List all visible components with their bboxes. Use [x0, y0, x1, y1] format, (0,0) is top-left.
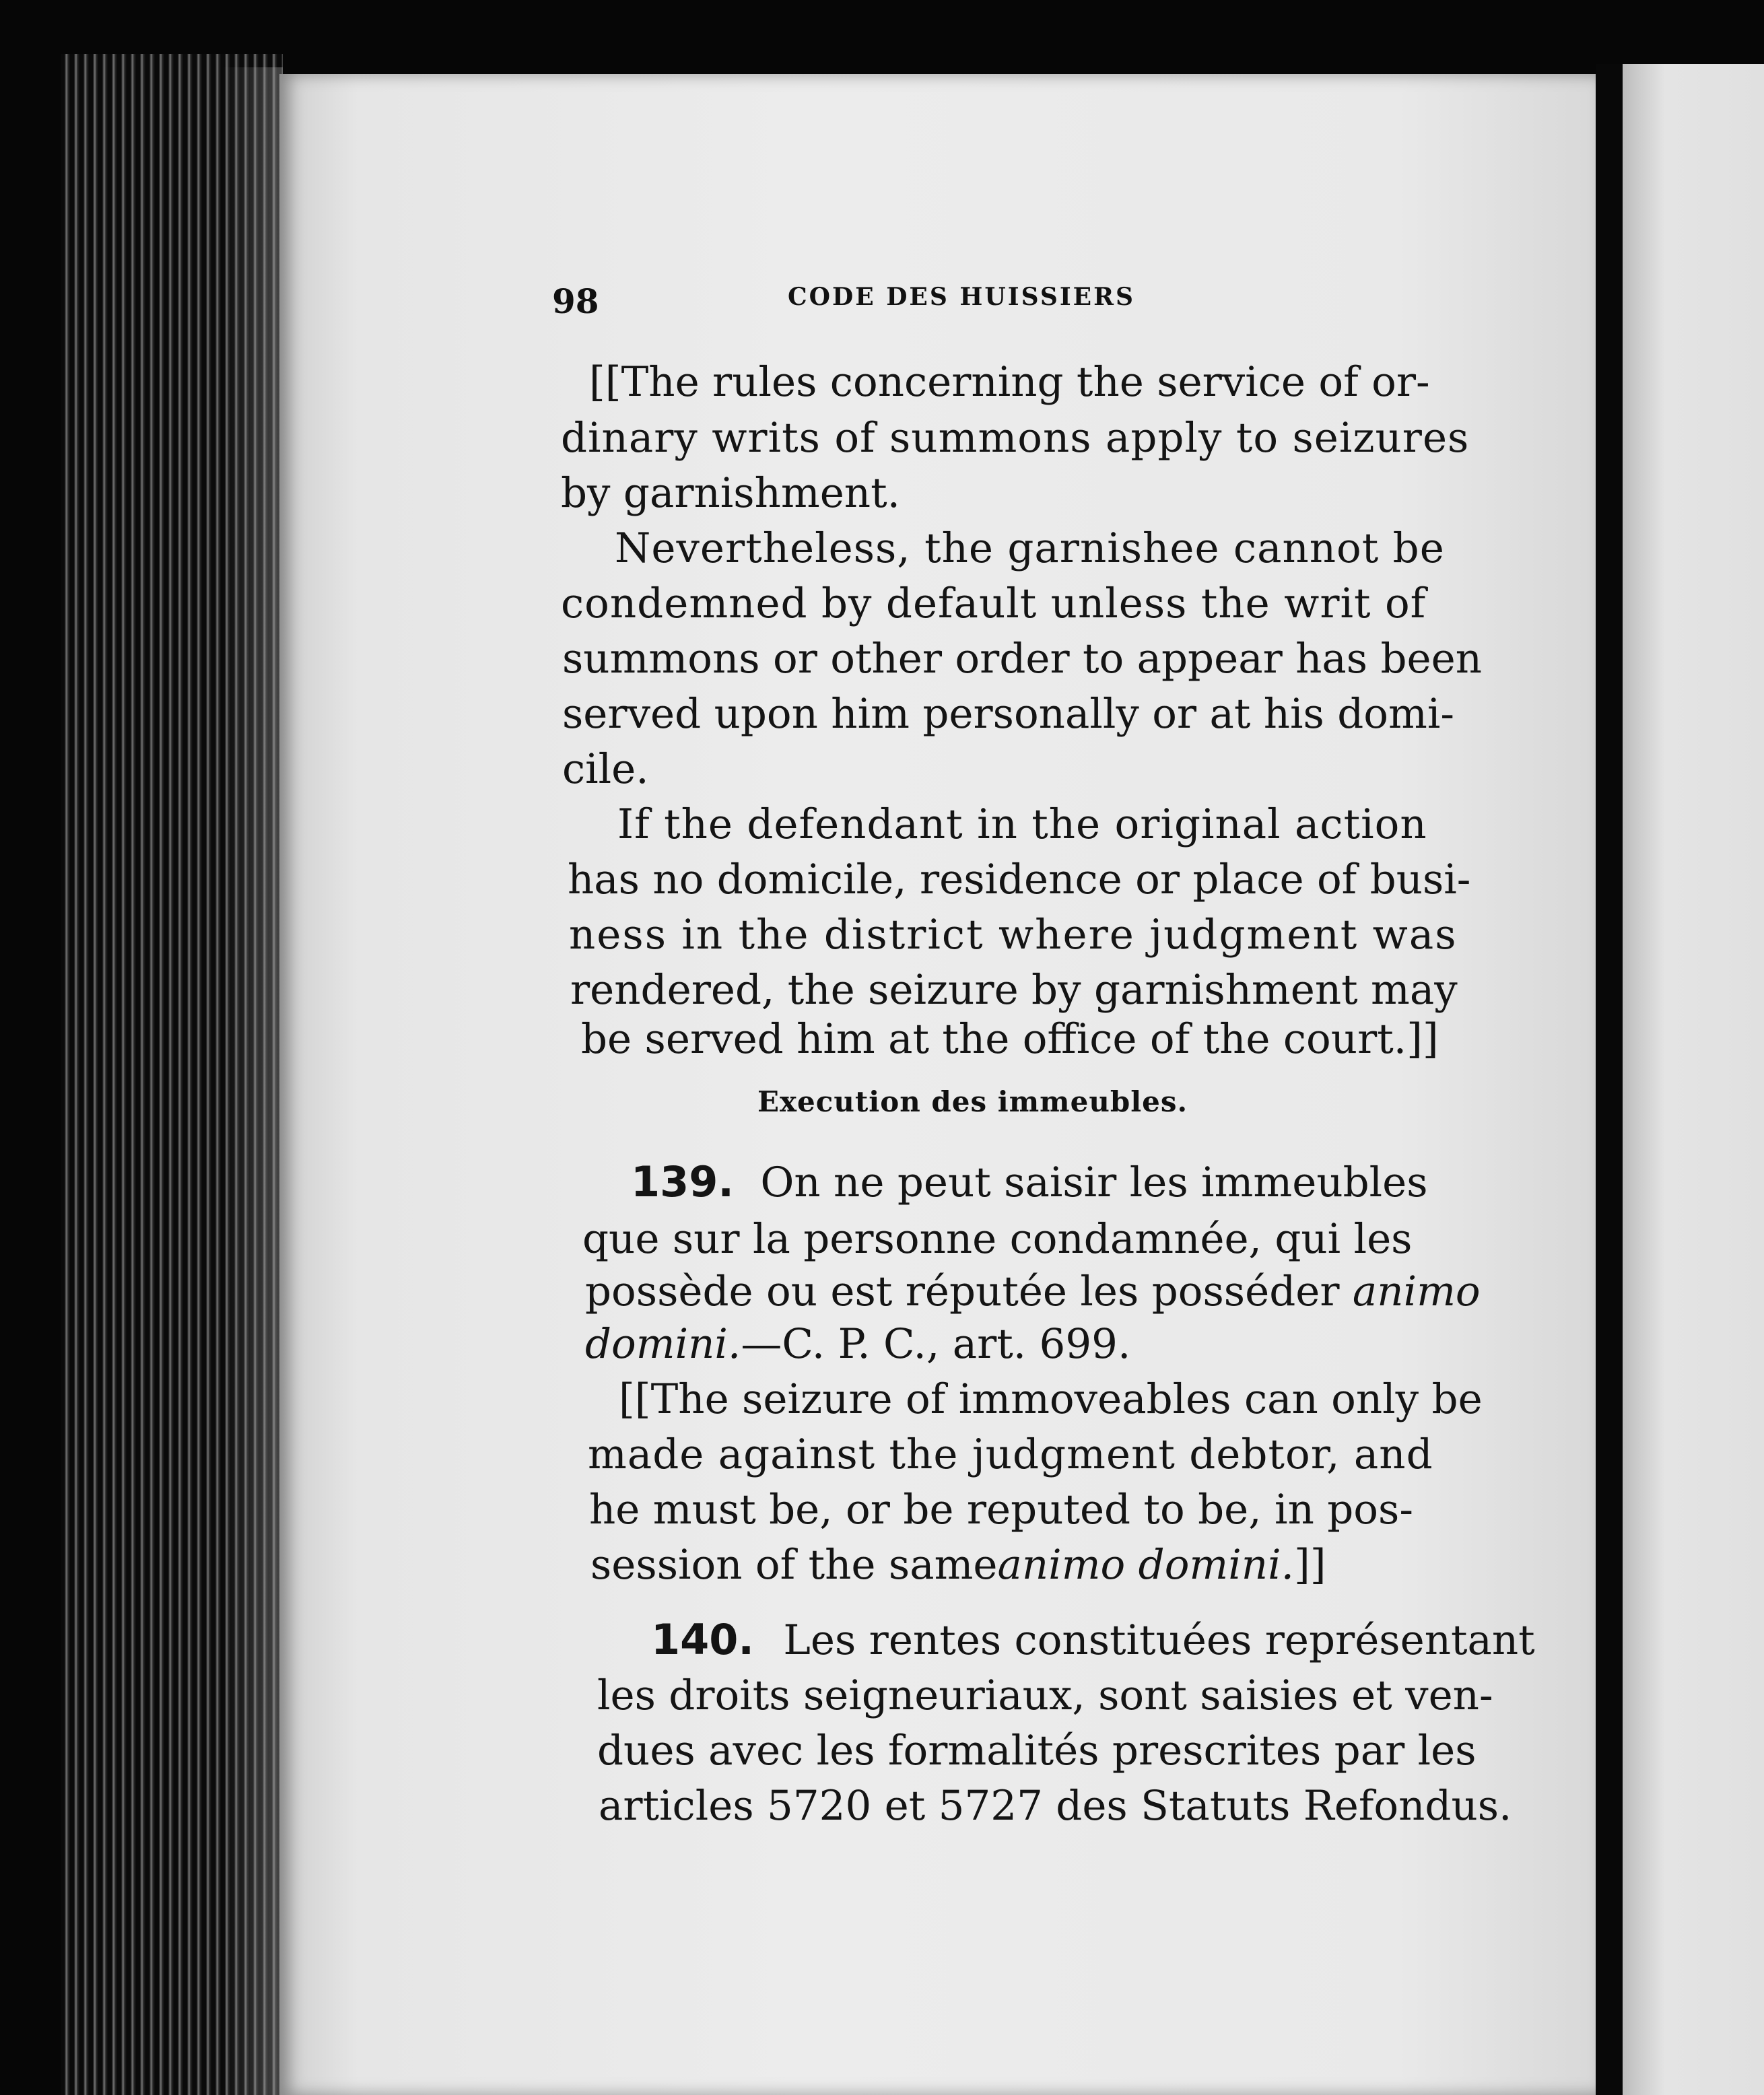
text-line: les droits seigneuriaux, sont saisies et ven- [597, 1672, 1493, 1719]
text-line: he must be, or be reputed to be, in pos- [589, 1486, 1413, 1534]
article-139-first-line [631, 1157, 1428, 1206]
text-line: articles 5720 et 5727 des Statuts Refondus. [599, 1782, 1512, 1830]
text-line: que sur la personne condamnée, qui les [582, 1215, 1413, 1263]
text-line [585, 1268, 1481, 1315]
text-line: [[The rules concerning the service of or- [589, 358, 1430, 406]
text-span: On ne peut saisir les immeubles [760, 1159, 1428, 1206]
closing-brackets: ]] [1293, 1541, 1326, 1589]
text-line: be served him at the office of the court.]] [581, 1015, 1439, 1063]
text-line: made against the judgment debtor, and [588, 1431, 1433, 1478]
latin-phrase: animo [1352, 1268, 1481, 1315]
text-line: rendered, the seizure by garnishment may [570, 966, 1458, 1014]
latin-phrase: domini. [585, 1320, 741, 1368]
article-140-first-line [651, 1615, 1535, 1664]
article-number: 139. [631, 1157, 734, 1206]
text-line: [[The seizure of immoveables can only be [619, 1375, 1483, 1423]
text-span: Les rentes constituées représentant [783, 1616, 1535, 1664]
text-line: has no domicile, residence or place of busi- [568, 856, 1471, 903]
text-line [585, 1320, 1131, 1368]
text-span: possède ou est réputée les posséder [585, 1268, 1353, 1315]
section-heading: Execution des immeubles. [757, 1085, 1188, 1118]
article-number: 140. [651, 1615, 754, 1664]
text-line: ness in the district where judgment was [569, 911, 1458, 959]
text-line: served upon him personally or at his domi- [562, 690, 1454, 738]
text-span: —C. P. C., art. 699. [741, 1320, 1131, 1368]
running-title: CODE DES HUISSIERS [788, 283, 1136, 311]
page-number: 98 [552, 281, 599, 321]
text-line [590, 1541, 1326, 1589]
text-line: Nevertheless, the garnishee cannot be [615, 524, 1445, 572]
text-span: session of the same [590, 1541, 998, 1589]
text-line: dinary writs of summons apply to seizures [561, 414, 1470, 462]
text-line: dues avec les formalités prescrites par les [597, 1727, 1477, 1775]
latin-phrase: animo domini. [997, 1541, 1294, 1589]
text-line: condemned by default unless the writ of [561, 580, 1427, 627]
text-line: summons or other order to appear has been [562, 635, 1483, 683]
text-line: by garnishment. [561, 469, 900, 517]
text-line: cile. [562, 745, 649, 793]
text-line: If the defendant in the original action [617, 800, 1427, 848]
